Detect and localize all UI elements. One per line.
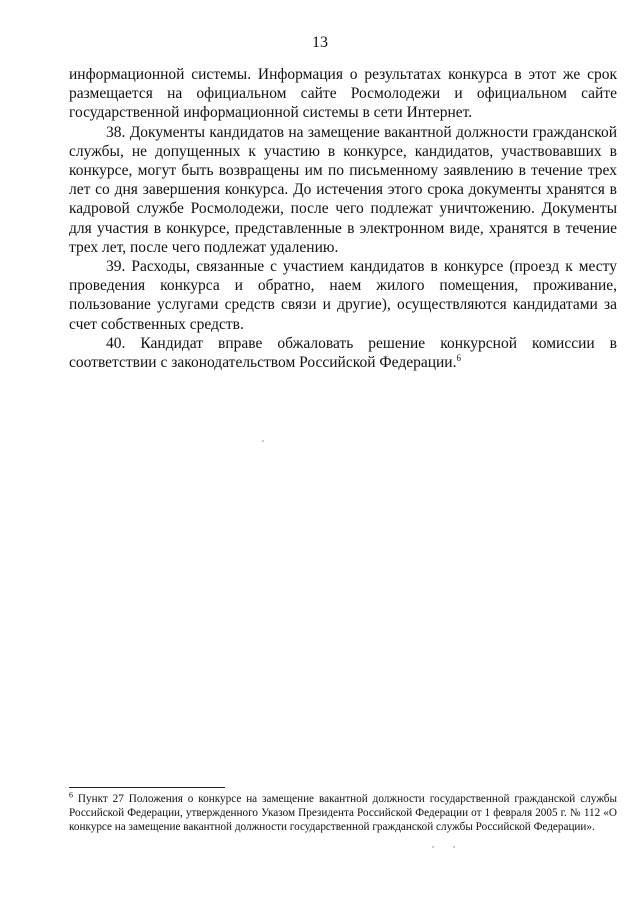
paragraph-40	[69, 334, 617, 372]
footnote-separator	[69, 787, 225, 788]
footnote-reference[interactable]: 6	[456, 352, 461, 363]
paragraph-38: 38. Документы кандидатов на замещение вакантной должности гражданской службы, не допущенных к участию в конкурсе, кандидатов, участвовавших в конкурсе, могут быть возвращены им по письменному заявлению в течение трех лет со дня завершения конкурса. До истечения этого срока документы хранятся в кадровой службе Росмолодежи, после чего подлежат уничтожению. Документы для участия в конкурсе, представленные в электронном виде, хранятся в течение трех лет, после чего подлежат удалению.	[69, 123, 617, 256]
paragraph-40-text: 40. Кандидат вправе обжаловать решение конкурсной комиссии в соответствии с законодательством Российской Федерации.	[69, 334, 617, 372]
footnote	[69, 792, 617, 834]
scan-speck	[453, 846, 455, 848]
footnote-marker: 6	[69, 790, 73, 800]
document-body	[69, 65, 617, 372]
paragraph-continuation: информационной системы. Информация о результатах конкурса в этот же срок размещается на официальном сайте Росмолодежи и официальном сайте государственной информационной системы в сети Интернет.	[69, 66, 617, 122]
scan-speck	[262, 440, 264, 442]
paragraph-39: 39. Расходы, связанные с участием кандидатов в конкурсе (проезд к месту проведения конкурса и обратно, наем жилого помещения, проживание, пользование услугами средств связи и другие), осуществляются кандидатами за счет собственных средств.	[69, 258, 617, 333]
footnote-text: Пункт 27 Положения о конкурсе на замещение вакантной должности государственной гражданской службы Российской Федерации, утвержденного Указом Президента Российской Федерации от 1 февраля 2005 г. № 112 «О конкурсе на замещение вакантной должности государственной гражданской службы Российской Федерации».	[69, 793, 617, 833]
scan-speck	[432, 846, 434, 848]
page-number: 13	[312, 34, 328, 51]
